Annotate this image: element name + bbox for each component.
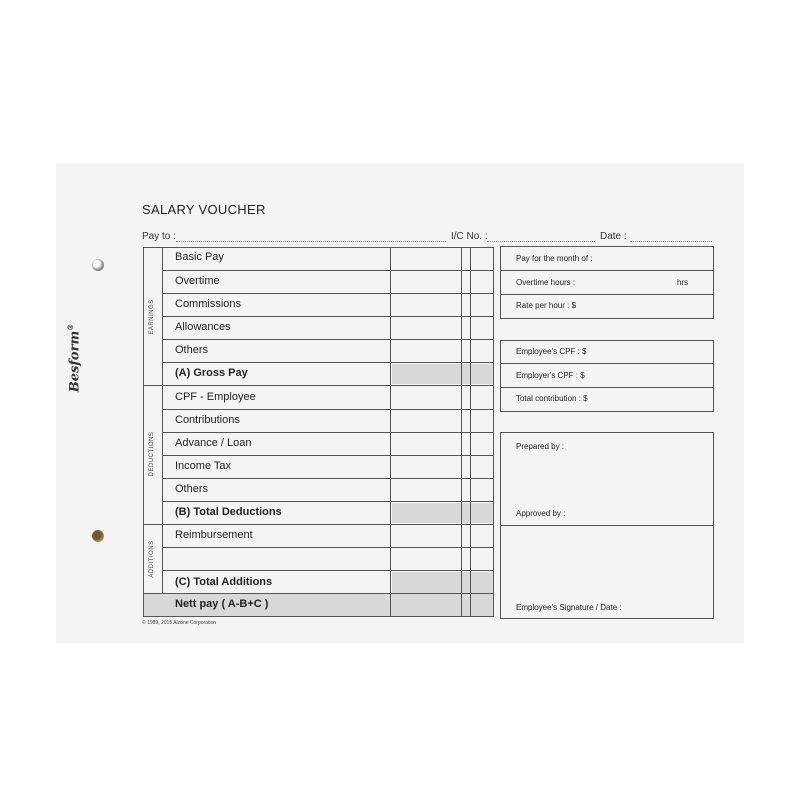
row-line: [162, 570, 494, 571]
row-line: [162, 339, 494, 340]
ic-no-label: I/C No. :: [451, 231, 488, 242]
total-additions-shade: [392, 572, 493, 593]
section-deductions: DEDUCTIONS: [149, 431, 155, 477]
row-others-earnings: Others: [175, 344, 209, 356]
row-line: [143, 616, 494, 617]
row-line: [501, 525, 713, 526]
row-line: [143, 385, 494, 386]
date-field[interactable]: [630, 241, 712, 242]
row-overtime: Overtime: [175, 275, 220, 287]
form-title: SALARY VOUCHER: [142, 202, 266, 217]
row-line: [162, 547, 494, 548]
pay-month-label: Pay for the month of :: [516, 254, 593, 263]
approved-by-label: Approved by :: [516, 509, 566, 518]
row-commissions: Commissions: [175, 298, 242, 310]
brand-logo: Besform®: [66, 323, 83, 393]
row-basic-pay: Basic Pay: [175, 251, 224, 263]
row-contributions: Contributions: [175, 414, 240, 426]
row-gross-pay: (A) Gross Pay: [175, 367, 248, 379]
rate-per-hour-label: Rate per hour : $: [516, 301, 577, 310]
row-total-additions: (C) Total Additions: [175, 576, 273, 588]
copyright-notice: © 1989, 2015 Alzone Corporation: [142, 620, 217, 626]
gross-pay-shade: [392, 364, 493, 384]
row-line: [162, 409, 494, 410]
section-divider: [162, 247, 163, 594]
row-line: [162, 316, 494, 317]
row-others-deductions: Others: [175, 483, 209, 495]
employee-cpf-label: Employee's CPF : $: [516, 347, 587, 356]
prepared-by-label: Prepared by :: [516, 442, 565, 451]
section-earnings: EARNINGS: [149, 299, 155, 335]
row-advance-loan: Advance / Loan: [175, 437, 252, 449]
ic-no-field[interactable]: [487, 241, 595, 242]
row-line: [501, 363, 713, 364]
row-line: [162, 362, 494, 363]
row-line: [501, 387, 713, 388]
hrs-unit: hrs: [677, 278, 689, 287]
pay-to-field[interactable]: [176, 241, 446, 242]
row-line: [143, 247, 494, 248]
section-additions: ADDITIONS: [149, 540, 155, 578]
row-line: [162, 293, 494, 294]
overtime-hours-label: Overtime hours :: [516, 278, 576, 287]
row-cpf-employee: CPF - Employee: [175, 391, 256, 403]
binder-hole-top: [92, 259, 104, 271]
row-allowances: Allowances: [175, 321, 231, 333]
binder-hole-bottom: [92, 530, 104, 542]
row-reimbursement: Reimbursement: [175, 529, 253, 541]
row-line: [162, 501, 494, 502]
table-border-left: [143, 247, 144, 617]
employee-signature-label: Employee's Signature / Date :: [516, 603, 622, 612]
row-line: [501, 270, 713, 271]
row-line: [501, 294, 713, 295]
row-line: [162, 478, 494, 479]
pay-to-label: Pay to :: [142, 231, 176, 242]
row-line: [143, 524, 494, 525]
row-income-tax: Income Tax: [175, 460, 232, 472]
date-label: Date :: [600, 231, 627, 242]
row-nett-pay: Nett pay ( A-B+C ): [175, 598, 269, 610]
row-total-deductions: (B) Total Deductions: [175, 506, 282, 518]
row-line: [162, 432, 494, 433]
total-contribution-label: Total contribution : $: [516, 394, 588, 403]
total-deductions-shade: [392, 503, 493, 523]
row-line: [162, 270, 494, 271]
employer-cpf-label: Employer's CPF : $: [516, 371, 585, 380]
row-line: [162, 455, 494, 456]
row-line: [143, 593, 494, 594]
